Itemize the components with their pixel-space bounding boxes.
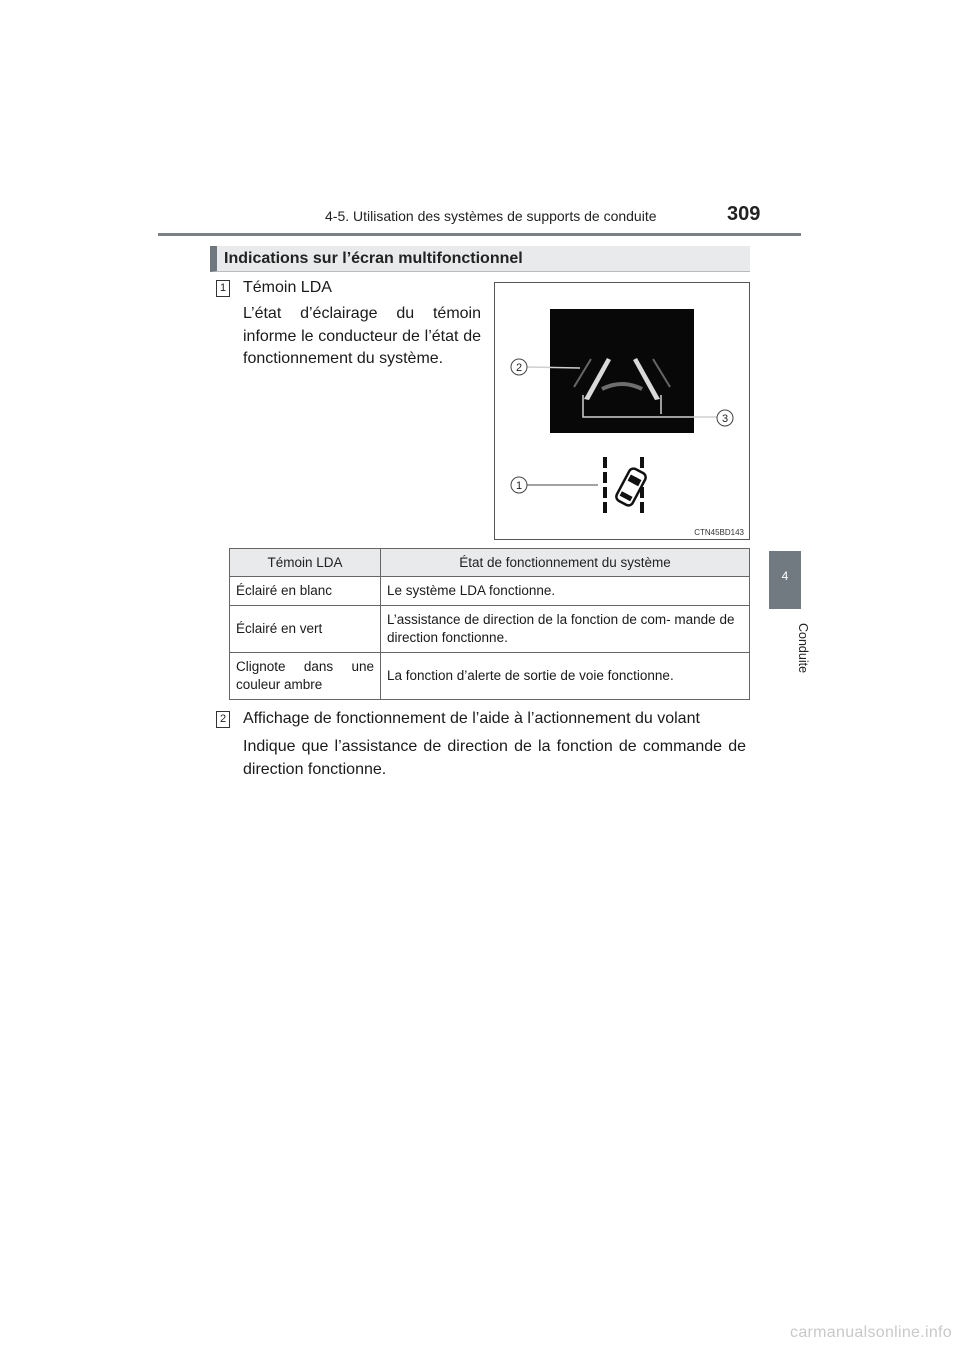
table-cell: Éclairé en blanc [230, 577, 381, 606]
table-cell: Le système LDA fonctionne. [381, 577, 750, 606]
callout-line-2 [527, 367, 580, 368]
table-cell: Clignote dans une couleur ambre [230, 653, 381, 700]
figure-code: CTN45BD143 [694, 528, 744, 537]
lda-display-illustration [494, 282, 750, 540]
table-row [230, 577, 750, 606]
chapter-tab-label: Conduite [796, 622, 810, 674]
chapter-tab-number: 4 [781, 569, 789, 583]
table-row [230, 606, 750, 653]
page-number: 309 [727, 203, 761, 225]
header-divider [158, 233, 801, 236]
callout-label-1: 1 [515, 480, 523, 492]
lda-display-figure [494, 282, 750, 540]
item-body-1: L’état d’éclairage du témoin informe le conducteur de l’état de fonctionnement du système. [243, 305, 481, 367]
table-header-status: État de fonctionnement du système [381, 549, 750, 577]
callout-label-2: 2 [515, 362, 523, 374]
callout-label-3: 3 [721, 413, 729, 425]
table-cell: Éclairé en vert [230, 606, 381, 653]
item-badge-1: 1 [216, 280, 230, 297]
item-title-2: Affichage de fonctionnement de l’aide à l’actionnement du volant [243, 710, 700, 727]
table-cell: La fonction d’alerte de sortie de voie fonctionne. [381, 653, 750, 700]
table-header-row [230, 549, 750, 577]
table-row [230, 653, 750, 700]
section-heading: Indications sur l’écran multifonctionnel [210, 246, 750, 272]
header-section-title: 4-5. Utilisation des systèmes de supports de conduite [325, 208, 657, 224]
table-header-indicator: Témoin LDA [230, 549, 381, 577]
item-body-2: Indique que l’assistance de direction de la fonction de commande de direction fonctionne. [243, 738, 746, 778]
display-screen [550, 309, 694, 433]
lda-status-table [229, 548, 750, 700]
table-cell: L’assistance de direction de la fonction de com- mande de direction fonctionne. [381, 606, 750, 653]
item-title-1: Témoin LDA [243, 279, 332, 296]
item-badge-2: 2 [216, 711, 230, 728]
watermark: carmanualsonline.info [790, 1324, 952, 1341]
chapter-tab [769, 551, 801, 609]
